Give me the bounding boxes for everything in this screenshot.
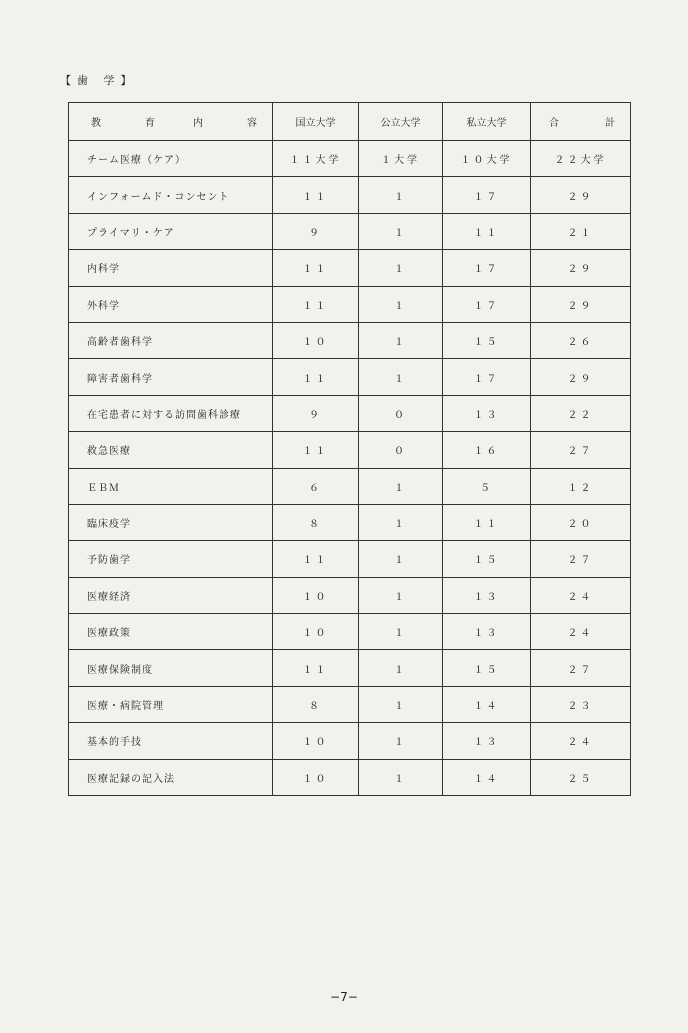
header-national: 国立大学 <box>273 103 359 141</box>
row-total-cell: ２４ <box>531 723 631 759</box>
row-total-cell: ２４ <box>531 614 631 650</box>
table-row <box>69 286 631 322</box>
row-item-cell: 予防歯学 <box>69 541 273 577</box>
header-total-char: 計 <box>605 118 615 129</box>
row-item-cell: 内科学 <box>69 250 273 286</box>
row-public-cell: １ <box>359 322 443 358</box>
row-public-cell: ０ <box>359 432 443 468</box>
table-row <box>69 177 631 213</box>
row-item-cell: プライマリ・ケア <box>69 213 273 249</box>
table-row <box>69 723 631 759</box>
row-total-cell: ２９ <box>531 250 631 286</box>
row-total-cell: ２７ <box>531 541 631 577</box>
row-national-cell: １０ <box>273 614 359 650</box>
row-public-cell: １ <box>359 686 443 722</box>
table-row <box>69 250 631 286</box>
row-total-cell: ２９ <box>531 177 631 213</box>
row-national-cell: １０ <box>273 723 359 759</box>
row-national-cell: ６ <box>273 468 359 504</box>
row-public-cell: １ <box>359 504 443 540</box>
table-row <box>69 141 631 177</box>
row-total-cell: ２５ <box>531 759 631 795</box>
header-content-char: 容 <box>247 118 257 129</box>
row-public-cell: １ <box>359 359 443 395</box>
table-row <box>69 213 631 249</box>
row-public-cell: １ <box>359 286 443 322</box>
row-total-cell: ２７ <box>531 650 631 686</box>
row-item-cell: チーム医療（ケア） <box>69 141 273 177</box>
row-item-cell: 基本的手技 <box>69 723 273 759</box>
row-item-cell: 救急医療 <box>69 432 273 468</box>
table-row <box>69 504 631 540</box>
row-public-cell: １ <box>359 723 443 759</box>
row-private-cell: １７ <box>443 359 531 395</box>
row-private-cell: １７ <box>443 250 531 286</box>
row-private-cell: ５ <box>443 468 531 504</box>
row-total-cell: ２０ <box>531 504 631 540</box>
row-item-cell: 在宅患者に対する訪問歯科診療 <box>69 395 273 431</box>
row-total-cell: ２４ <box>531 577 631 613</box>
row-public-cell: １大学 <box>359 141 443 177</box>
row-private-cell: １５ <box>443 650 531 686</box>
header-content-char: 内 <box>193 118 203 129</box>
row-public-cell: ０ <box>359 395 443 431</box>
page-number: −7− <box>330 990 358 1004</box>
row-item-cell: インフォームド・コンセント <box>69 177 273 213</box>
row-public-cell: １ <box>359 650 443 686</box>
row-item-cell: 医療経済 <box>69 577 273 613</box>
row-public-cell: １ <box>359 541 443 577</box>
row-item-cell: 医療記録の記入法 <box>69 759 273 795</box>
row-public-cell: １ <box>359 577 443 613</box>
row-total-cell: ２６ <box>531 322 631 358</box>
row-private-cell: １４ <box>443 686 531 722</box>
table-row <box>69 650 631 686</box>
row-national-cell: １１ <box>273 432 359 468</box>
table-row <box>69 577 631 613</box>
table-row <box>69 686 631 722</box>
row-private-cell: １３ <box>443 577 531 613</box>
row-total-cell: ２１ <box>531 213 631 249</box>
row-private-cell: １６ <box>443 432 531 468</box>
header-private: 私立大学 <box>443 103 531 141</box>
header-total <box>531 103 631 141</box>
row-national-cell: １０ <box>273 577 359 613</box>
row-national-cell: ９ <box>273 395 359 431</box>
row-public-cell: １ <box>359 250 443 286</box>
row-private-cell: １１ <box>443 504 531 540</box>
row-private-cell: １０大学 <box>443 141 531 177</box>
row-item-cell: 外科学 <box>69 286 273 322</box>
section-label: 【歯 学】 <box>60 74 138 87</box>
row-item-cell: 医療保険制度 <box>69 650 273 686</box>
row-public-cell: １ <box>359 468 443 504</box>
table-row <box>69 322 631 358</box>
row-national-cell: ８ <box>273 504 359 540</box>
table-row <box>69 759 631 795</box>
table-row <box>69 468 631 504</box>
row-national-cell: １０ <box>273 759 359 795</box>
row-private-cell: １７ <box>443 286 531 322</box>
row-national-cell: １１ <box>273 541 359 577</box>
header-public: 公立大学 <box>359 103 443 141</box>
row-private-cell: １５ <box>443 541 531 577</box>
row-total-cell: １２ <box>531 468 631 504</box>
row-national-cell: １０ <box>273 322 359 358</box>
header-total-char: 合 <box>549 118 559 129</box>
row-item-cell: 臨床疫学 <box>69 504 273 540</box>
row-private-cell: １３ <box>443 614 531 650</box>
row-national-cell: １１大学 <box>273 141 359 177</box>
header-content-char: 育 <box>145 118 155 129</box>
row-total-cell: ２２ <box>531 395 631 431</box>
survey-table <box>68 102 631 796</box>
row-item-cell: 医療・病院管理 <box>69 686 273 722</box>
row-public-cell: １ <box>359 759 443 795</box>
row-national-cell: １１ <box>273 286 359 322</box>
row-private-cell: １７ <box>443 177 531 213</box>
row-national-cell: １１ <box>273 359 359 395</box>
row-item-cell: 障害者歯科学 <box>69 359 273 395</box>
row-national-cell: ９ <box>273 213 359 249</box>
row-national-cell: １１ <box>273 650 359 686</box>
row-total-cell: ２９ <box>531 286 631 322</box>
row-item-cell: ＥＢＭ <box>69 468 273 504</box>
header-content <box>69 103 273 141</box>
table-body <box>69 141 631 796</box>
row-item-cell: 高齢者歯科学 <box>69 322 273 358</box>
table-row <box>69 541 631 577</box>
row-public-cell: １ <box>359 177 443 213</box>
row-total-cell: ２９ <box>531 359 631 395</box>
row-national-cell: １１ <box>273 177 359 213</box>
row-total-cell: ２２大学 <box>531 141 631 177</box>
row-total-cell: ２７ <box>531 432 631 468</box>
row-total-cell: ２３ <box>531 686 631 722</box>
row-public-cell: １ <box>359 614 443 650</box>
table-row <box>69 359 631 395</box>
header-content-char: 教 <box>91 118 101 129</box>
row-private-cell: １３ <box>443 395 531 431</box>
table-row <box>69 432 631 468</box>
table-row <box>69 395 631 431</box>
table-row <box>69 614 631 650</box>
row-private-cell: １１ <box>443 213 531 249</box>
row-private-cell: １３ <box>443 723 531 759</box>
row-national-cell: １１ <box>273 250 359 286</box>
row-item-cell: 医療政策 <box>69 614 273 650</box>
header-row <box>69 103 631 141</box>
row-public-cell: １ <box>359 213 443 249</box>
row-national-cell: ８ <box>273 686 359 722</box>
row-private-cell: １５ <box>443 322 531 358</box>
row-private-cell: １４ <box>443 759 531 795</box>
